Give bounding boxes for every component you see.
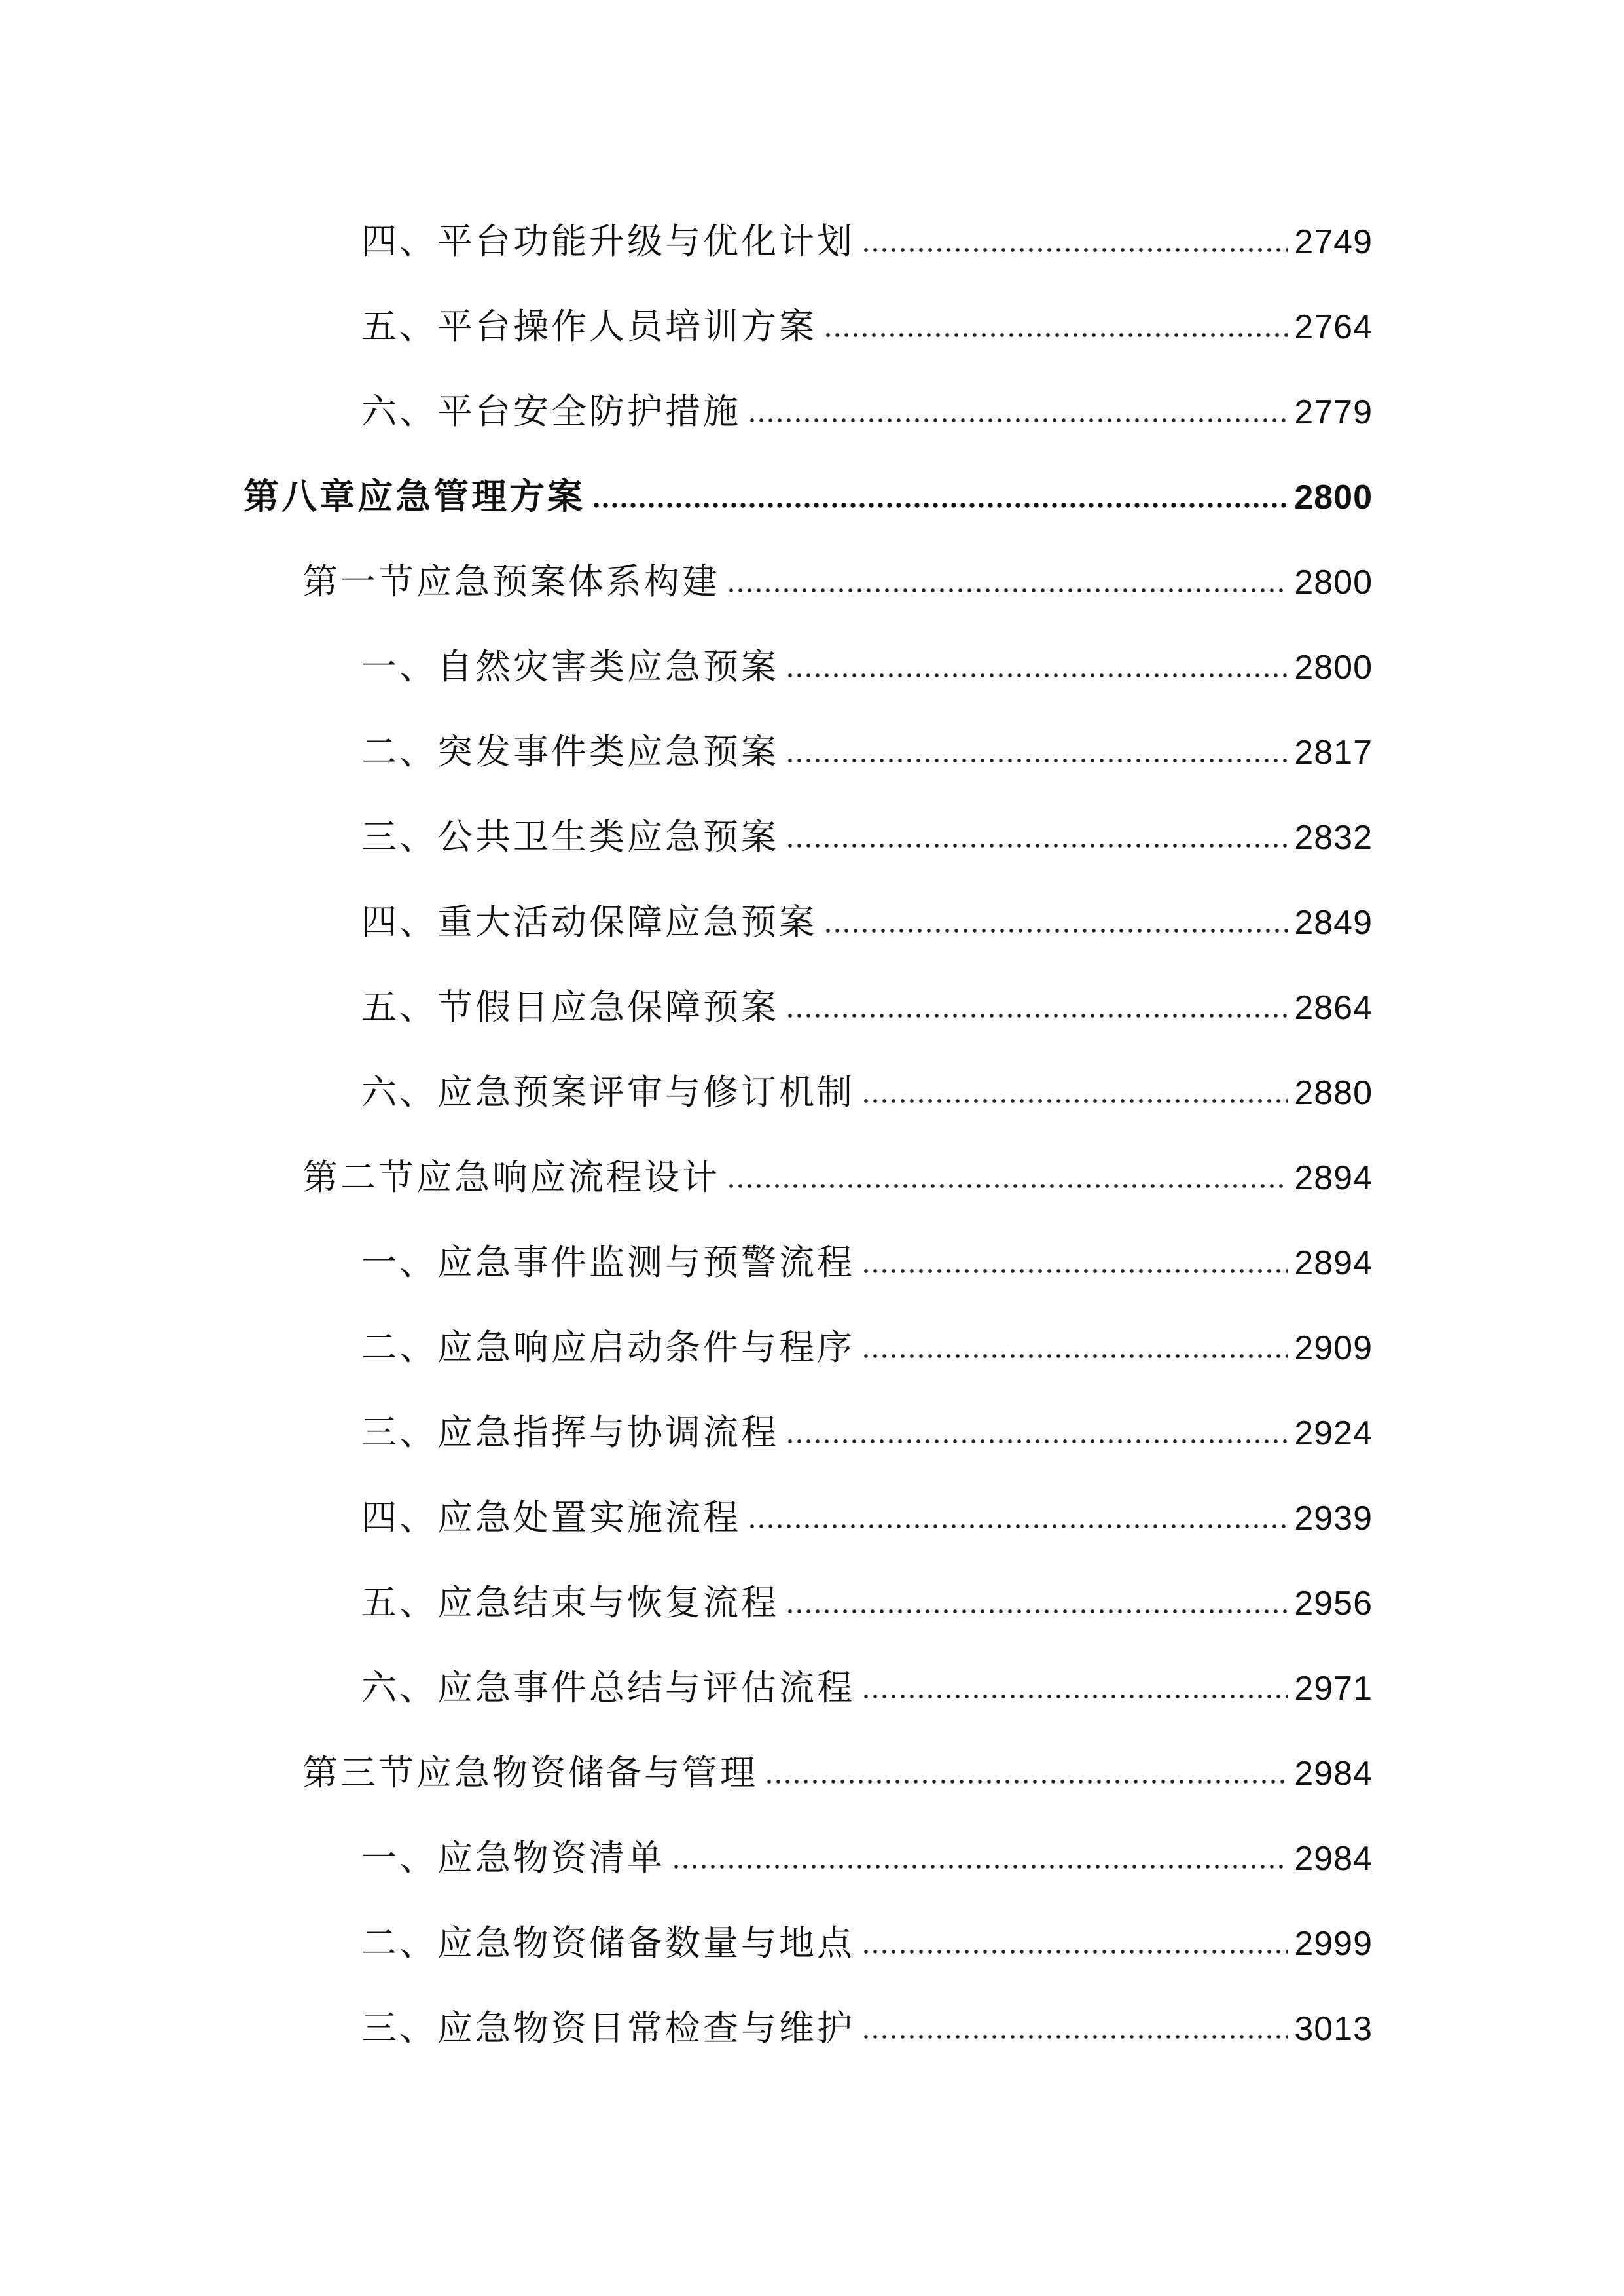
toc-entry[interactable] <box>361 196 1373 262</box>
toc-dot-leader <box>861 1268 1288 1274</box>
toc-page-number: 2800 <box>1294 649 1373 687</box>
toc-entry[interactable] <box>361 367 1373 432</box>
toc-entry-title: 三、公共卫生类应急预案 <box>361 816 779 857</box>
toc-entry-title: 四、重大活动保障应急预案 <box>361 901 817 942</box>
toc-entry[interactable] <box>361 1983 1373 2049</box>
toc-entry[interactable] <box>361 622 1373 685</box>
toc-entry[interactable] <box>361 707 1373 770</box>
toc-dot-leader <box>823 332 1288 338</box>
toc-entry[interactable] <box>361 1643 1373 1706</box>
toc-dot-leader <box>785 673 1288 678</box>
toc-section-entry[interactable] <box>302 537 1373 600</box>
toc-entry[interactable] <box>361 962 1373 1028</box>
toc-page-number: 2800 <box>1294 478 1373 516</box>
toc-dot-leader <box>672 1864 1288 1869</box>
toc-entry[interactable] <box>361 1558 1373 1621</box>
toc-page-number: 3013 <box>1294 2010 1373 2048</box>
toc-entry-title: 四、应急处置实施流程 <box>361 1497 741 1538</box>
toc-entry[interactable] <box>361 792 1373 855</box>
toc-entry-title: 第一节应急预案体系构建 <box>302 561 720 602</box>
toc-dot-leader <box>861 1949 1288 1954</box>
toc-entry[interactable] <box>361 1047 1373 1113</box>
toc-entry-title: 六、应急预案评审与修订机制 <box>361 1071 855 1113</box>
toc-page-number: 2984 <box>1294 1840 1373 1878</box>
toc-dot-leader <box>748 1524 1288 1529</box>
toc-entry[interactable] <box>361 877 1373 940</box>
toc-dot-leader <box>785 1439 1288 1444</box>
toc-dot-leader <box>727 1183 1288 1189</box>
toc-entry-title: 第三节应急物资储备与管理 <box>302 1752 758 1793</box>
toc-entry[interactable] <box>361 1302 1373 1368</box>
toc-page-number: 2864 <box>1294 989 1373 1027</box>
toc-entry[interactable] <box>361 1217 1373 1283</box>
toc-entry-title: 五、平台操作人员培训方案 <box>361 306 817 347</box>
toc-entry-title: 四、平台功能升级与优化计划 <box>361 221 855 262</box>
toc-dot-leader <box>592 503 1288 508</box>
toc-page-number: 2924 <box>1294 1414 1373 1452</box>
toc-entry[interactable] <box>361 281 1373 347</box>
toc-dot-leader <box>785 843 1288 848</box>
toc-entry-title: 第二节应急响应流程设计 <box>302 1157 720 1198</box>
toc-entry-title: 五、节假日应急保障预案 <box>361 986 779 1028</box>
toc-page-number: 2749 <box>1294 223 1373 261</box>
toc-entry-title: 二、应急响应启动条件与程序 <box>361 1327 855 1368</box>
toc-page-number: 2971 <box>1294 1670 1373 1708</box>
toc-entry-title: 一、应急事件监测与预警流程 <box>361 1242 855 1283</box>
toc-entry-title: 二、应急物资储备数量与地点 <box>361 1922 855 1964</box>
toc-dot-leader <box>748 418 1288 423</box>
toc-dot-leader <box>727 588 1288 593</box>
toc-dot-leader <box>861 1354 1288 1359</box>
toc-page-number: 2800 <box>1294 564 1373 601</box>
toc-entry-title: 六、平台安全防护措施 <box>361 391 741 432</box>
toc-entry[interactable] <box>361 1473 1373 1538</box>
toc-chapter-entry[interactable] <box>244 452 1373 517</box>
toc-entry-title: 二、突发事件类应急预案 <box>361 731 779 772</box>
toc-page-number: 2779 <box>1294 393 1373 431</box>
toc-entry[interactable] <box>361 1813 1373 1876</box>
toc-entry-title: 一、自然灾害类应急预案 <box>361 646 779 687</box>
toc-entry-title: 第八章应急管理方案 <box>244 476 585 517</box>
toc-page-number: 2817 <box>1294 734 1373 772</box>
toc-entry-title: 三、应急物资日常检查与维护 <box>361 2007 855 2049</box>
toc-section-entry[interactable] <box>302 1132 1373 1198</box>
toc-page-number: 2764 <box>1294 308 1373 346</box>
toc-dot-leader <box>861 2034 1288 2039</box>
toc-dot-leader <box>823 928 1288 933</box>
toc-dot-leader <box>785 758 1288 763</box>
toc-entry-title: 三、应急指挥与协调流程 <box>361 1412 779 1453</box>
toc-dot-leader <box>765 1779 1288 1784</box>
toc-page-number: 2956 <box>1294 1585 1373 1623</box>
toc-page-number: 2894 <box>1294 1159 1373 1197</box>
toc-dot-leader <box>785 1609 1288 1614</box>
toc-entry[interactable] <box>361 1388 1373 1453</box>
toc-page-number: 2999 <box>1294 1925 1373 1963</box>
toc-page-number: 2909 <box>1294 1329 1373 1367</box>
toc-dot-leader <box>861 1694 1288 1699</box>
toc-page-number: 2984 <box>1294 1755 1373 1793</box>
toc-entry-title: 五、应急结束与恢复流程 <box>361 1582 779 1623</box>
toc-section-entry[interactable] <box>302 1728 1373 1791</box>
toc-page-number: 2849 <box>1294 904 1373 942</box>
toc-dot-leader <box>861 1098 1288 1103</box>
toc-page-number: 2832 <box>1294 819 1373 857</box>
toc-page-number: 2894 <box>1294 1244 1373 1282</box>
toc-page-number: 2880 <box>1294 1074 1373 1112</box>
toc-page-number: 2939 <box>1294 1499 1373 1537</box>
toc-entry-title: 一、应急物资清单 <box>361 1837 665 1878</box>
toc-dot-leader <box>861 247 1288 253</box>
toc-entry-title: 六、应急事件总结与评估流程 <box>361 1667 855 1708</box>
toc-entry[interactable] <box>361 1898 1373 1964</box>
toc-dot-leader <box>785 1013 1288 1018</box>
